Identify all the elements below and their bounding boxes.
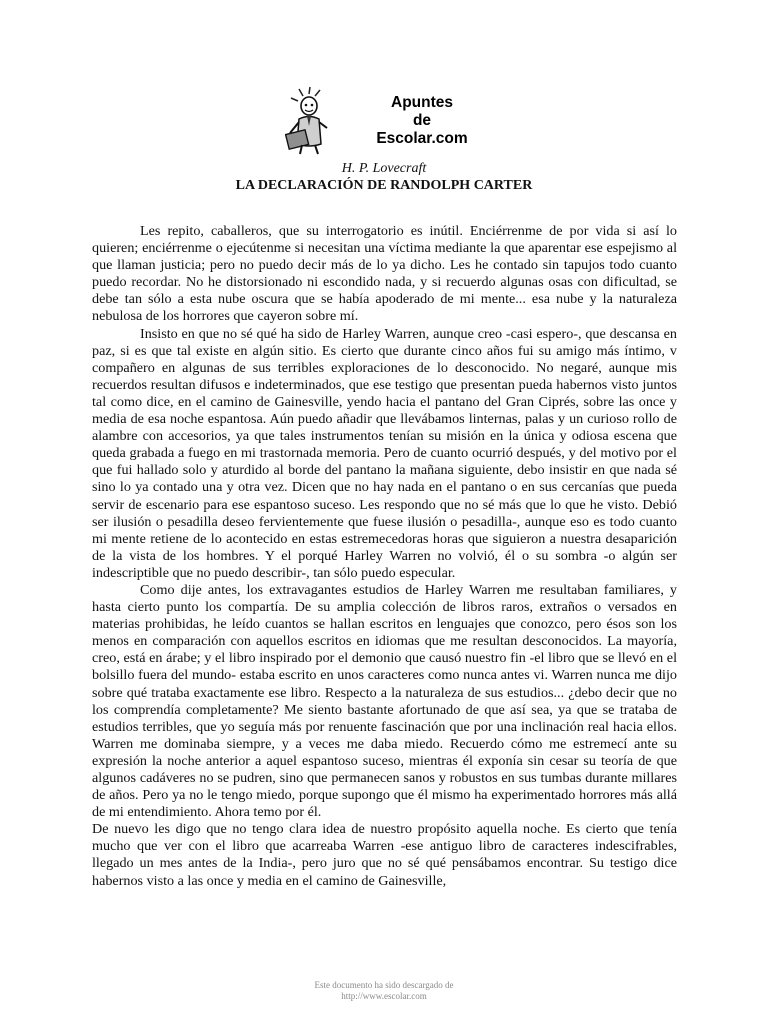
download-footer (0, 980, 768, 1002)
paragraph-4: De nuevo les digo que no tengo clara idea de nuestro propósito aquella noche. Es cierto que tenía mucho que ver con el libro que acarreaba Warren -ese antiguo libro de caracteres indescifrables, llegado un mes antes de la India-, pero juro que no sé qué pensábamos encontrar. Su testigo dice habernos visto a las once y media en el camino de Gainesville, (92, 821, 677, 889)
document-body (92, 223, 677, 890)
paragraph-1: Les repito, caballeros, que su interrogatorio es inútil. Enciérrenme de por vida si así lo quieren; enciérrenme o ejecútenme si necesitan una víctima mediante la que aparentar ese espejismo al que llaman justicia; pero no puedo decir más de lo ya dicho. Les he contado sin tapujos todo cuanto puedo recordar. No he distorsionado ni escondido nada, y si recuerdo algunas osas con dificultad, se debe tan sólo a esta nube oscura que se había apoderado de mi mente... esa nube y la naturaleza nebulosa de los horrores que cayeron sobre mí. (92, 223, 677, 325)
author-name: H. P. Lovecraft (341, 161, 427, 176)
paragraph-3: Como dije antes, los extravagantes estudios de Harley Warren me resultaban familiares, y hasta cierto punto los compartía. De su amplia colección de libros raros, extraños o versados en materias prohibidas, he leído cuantos se hallan escritos en lenguajes que conozco, pero ésos son los menos en comparación con aquellos escritos en idiomas que me resultan desconocidos. La mayoría, creo, está en árabe; y el libro inspirado por el demonio que causó nuestro fin -el libro que se llevó en el bolsillo fuera del mundo- estaba escrito en unos caracteres como nunca antes vi. Warren nunca me dijo sobre qué trataba exactamente ese libro. Respecto a la naturaleza de sus estudios... ¿debo decir que no los comprendía completamente? Me siento bastante afortunado de que así sea, ya que se trataba de estudios terribles, que yo seguía más por renuente fascinación que por una inclinación real hacia ellos. Warren me dominaba siempre, y a veces me daba miedo. Recuerdo cómo me estremecí ante su expresión la noche anterior a aquel espantoso suceso, mientras él exponía sin cesar su teoría de que algunos cadáveres no se pudren, sino que permanecen sanos y robustos en sus tumbas durante millares de años. Pero ya no le tengo miedo, porque supongo que él mismo ha experimentado horrores más allá de mi entendimiento. Ahora temo por él. (92, 581, 677, 821)
footer-notice: Este documento ha sido descargado de (314, 980, 454, 990)
logo-text (367, 94, 477, 148)
apuntes-escolar-logo (285, 86, 485, 156)
paragraph-2: Insisto en que no sé qué ha sido de Harley Warren, aunque creo -casi espero-, que descansa en paz, si es que tal existe en algún sitio. Es cierto que durante cinco años fui su amigo más íntimo, v compañero en algunas de sus terribles exploraciones de lo desconocido. No negaré, aunque mis recuerdos resultan difusos e indeterminados, que ese testigo que presentan pueda habernos visto juntos tal como dice, en el camino de Gainesville, yendo hacia el pantano del Gran Ciprés, sobre las once y media de esa noche espantosa. Aún puedo añadir que llevábamos linternas, palas y un curioso rollo de alambre con accesorios, ya que tales instrumentos tenían su misión en la única y odiosa escena que queda grabada a fuego en mi trastornada memoria. Pero de cuanto ocurrió después, y del motivo por el que fui hallado solo y aturdido al borde del pantano la mañana siguiente, debo insistir en que nada sé sino lo ya contado una y otra vez. Dicen que no hay nada en el pantano o en sus cercanías que pueda servir de escenario para ese espantoso suceso. Les respondo que no sé más que lo que he visto. Debió ser ilusión o pesadilla deseo fervientemente que fuese ilusión o pesadilla-, aunque eso es todo cuanto mi mente retiene de lo acontecido en estas estremecedoras horas que siguieron a nuestra desaparición de la vista de los hombres. Y el porqué Harley Warren no volvió, él o su sombra -o algún ser indescriptible que no puedo describir-, tan sólo puedo especular. (92, 325, 677, 581)
document-title: LA DECLARACIÓN DE RANDOLPH CARTER (235, 178, 533, 193)
logo-line-escolar: Escolar.com (376, 130, 468, 147)
logo-line-apuntes: Apuntes (391, 94, 453, 111)
student-mascot-icon (285, 86, 355, 156)
footer-url: http://www.escolar.com (341, 991, 427, 1001)
logo-line-de: de (412, 112, 432, 129)
